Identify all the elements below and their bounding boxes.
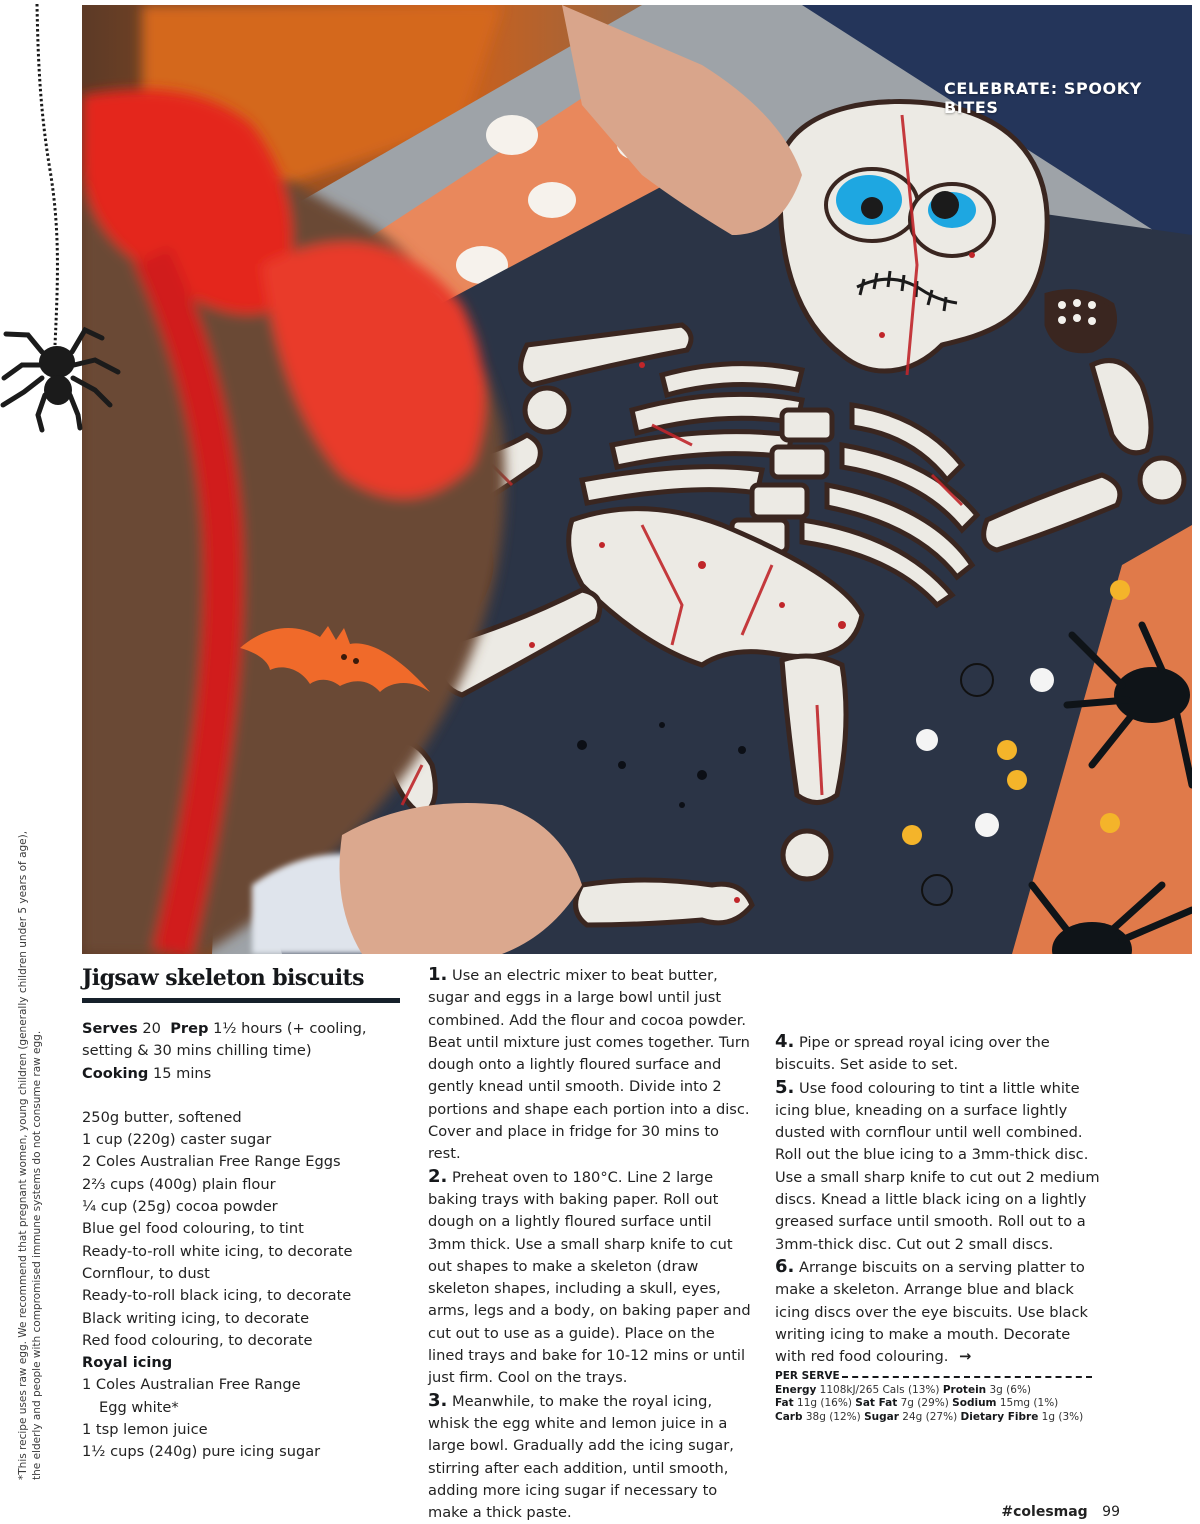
ingredient-item: Egg white* — [99, 1398, 179, 1416]
nutrient-value: 1g (3%) — [1041, 1410, 1084, 1423]
method-column-1 — [428, 964, 753, 1524]
ingredient-item: 2 Coles Australian Free Range Eggs — [82, 1153, 341, 1171]
step-number: 4. — [775, 1031, 795, 1052]
raw-egg-warning-line1: *This recipe uses raw egg. We recommend that pregnant women, young children (generally children under 5 years of age), — [17, 830, 29, 1480]
serves-label: Serves — [82, 1020, 138, 1037]
step-3-continuation-space — [775, 964, 1100, 1031]
ingredient-item: 250g butter, softened — [82, 1108, 242, 1126]
nutrient-value: 7g (29%) — [900, 1397, 949, 1410]
nutrition-divider — [842, 1376, 1092, 1378]
cooking-label: Cooking — [82, 1064, 149, 1082]
step-text: Use food colouring to tint a little white icing blue, kneading on a surface lightly dusted with cornflour until well combined. Roll out the blue icing to a 3mm-thick disc. Use a small sharp knife to cut out 2 medium discs. Knead a little black icing on a lightly greased surface until smooth. Roll out to a 3mm-thick disc. Cut out 2 small discs. — [775, 1079, 1100, 1253]
royal-icing-heading: Royal icing — [82, 1354, 173, 1372]
ingredients-column — [82, 964, 402, 1464]
recipe-title: Jigsaw skeleton biscuits — [82, 965, 364, 991]
nutrient-label: Sodium — [952, 1397, 997, 1410]
magazine-hashtag: #colesmag — [1001, 1504, 1088, 1520]
nutrient-label: Energy — [775, 1383, 817, 1396]
nutrition-row — [775, 1411, 1100, 1425]
ingredient-item: Ready-to-roll black icing, to decorate — [82, 1287, 352, 1305]
nutrition-heading: PER SERVE — [775, 1370, 840, 1383]
ingredient-list — [82, 1107, 402, 1464]
nutrition-panel — [775, 1370, 1100, 1424]
cooking-value: 15 mins — [152, 1064, 212, 1082]
section-kicker: CELEBRATE: SPOOKY BITES — [944, 79, 1142, 117]
nutrient-value: 1108kJ/265 Cals (13%) — [819, 1383, 940, 1396]
ingredient-item: 1 cup (220g) caster sugar — [82, 1131, 272, 1149]
nutrient-label: Dietary Fibre — [960, 1410, 1039, 1423]
step-number: 6. — [775, 1255, 795, 1277]
ingredient-item: Ready-to-roll white icing, to decorate — [82, 1242, 353, 1260]
step-number: 5. — [775, 1076, 795, 1098]
nutrient-value: 15mg (1%) — [999, 1397, 1059, 1410]
ingredient-item: 1½ cups (240g) pure icing sugar — [82, 1443, 321, 1461]
title-underline — [82, 998, 400, 1003]
method-step-6 — [775, 1256, 1100, 1368]
ingredient-item: Cornflour, to dust — [82, 1264, 210, 1282]
bat-icon — [240, 612, 430, 697]
raw-egg-warning — [16, 700, 44, 1480]
step-number: 1. — [428, 964, 448, 985]
prep-label: Prep — [170, 1020, 209, 1037]
step-number: 2. — [428, 1165, 448, 1187]
raw-egg-warning-line2: the elderly and people with compromised immune systems do not consume raw egg. — [31, 1030, 43, 1480]
nutrient-label: Sugar — [864, 1410, 899, 1423]
ingredient-item: Black writing icing, to decorate — [82, 1309, 310, 1327]
step-number: 3. — [428, 1389, 448, 1411]
nutrient-label: Sat Fat — [855, 1397, 898, 1410]
nutrient-label: Fat — [775, 1397, 794, 1410]
page-footer — [1001, 1504, 1120, 1520]
step-text: Preheat oven to 180°C. Line 2 large baking trays with baking paper. Roll out dough on a lightly floured surface until 3mm thick. Use a small sharp knife to cut out shapes to make a skeleton (draw skeleton shapes, including a skull, eyes, arms, legs and a body, on baking paper and cut out to use as a guide). Place on the lined trays and bake for 10-12 mins or until just firm. Cool on the trays. — [428, 1168, 751, 1387]
ingredient-item: 1 tsp lemon juice — [82, 1421, 208, 1439]
method-step-3 — [428, 1390, 753, 1524]
ingredient-item: Red food colouring, to decorate — [82, 1331, 313, 1349]
method-step-4 — [775, 1031, 1100, 1077]
method-step-2 — [428, 1166, 753, 1390]
recipe-meta — [82, 1018, 402, 1085]
serves-value: 20 — [142, 1020, 161, 1037]
hero-photo — [82, 5, 1192, 954]
step-text: Use an electric mixer to beat butter, sugar and eggs in a large bowl until just combined. Add the flour and cocoa powder. Beat until mixture just comes together. Turn dough onto a lightly floured surface and gently knead until smooth. Divide into 2 portions and shape each portion into a disc. Cover and place in fridge for 30 mins to rest. — [428, 967, 750, 1163]
nutrient-label: Carb — [775, 1410, 803, 1423]
ingredient-item: 2⅔ cups (400g) plain flour — [82, 1175, 276, 1193]
ingredient-item: 1 Coles Australian Free Range — [82, 1376, 301, 1394]
nutrient-value: 24g (27%) — [902, 1410, 958, 1423]
step-text: Arrange biscuits on a serving platter to make a skeleton. Arrange blue and black icing discs over the eye biscuits. Use black writing icing to make a mouth. Decorate with red food colouring. — [775, 1258, 1088, 1366]
nutrient-value: 38g (12%) — [805, 1410, 861, 1423]
method-column-2 — [775, 964, 1100, 1424]
step-text: Pipe or spread royal icing over the biscuits. Set aside to set. — [775, 1034, 1050, 1074]
ingredient-item: Blue gel food colouring, to tint — [82, 1220, 304, 1238]
prep-value: 1½ hours (+ cooling, setting & 30 mins chilling time) — [82, 1020, 367, 1060]
nutrient-value: 3g (6%) — [989, 1383, 1032, 1396]
continue-arrow-icon: → — [959, 1348, 972, 1366]
method-step-5 — [775, 1077, 1100, 1256]
nutrient-label: Protein — [942, 1383, 987, 1396]
nutrient-value: 11g (16%) — [797, 1397, 852, 1410]
step-text: Meanwhile, to make the royal icing, whisk the egg white and lemon juice in a large bowl. Gradually add the icing sugar, stirring after each addition, until smooth, adding more icing sugar if necessary to make a thick paste. — [428, 1392, 734, 1522]
page-number: 99 — [1102, 1504, 1120, 1520]
nutrition-row — [775, 1397, 1100, 1411]
method-step-1 — [428, 964, 753, 1166]
nutrition-row — [775, 1384, 1100, 1398]
ingredient-item: ¼ cup (25g) cocoa powder — [82, 1198, 278, 1216]
skeleton-biscuits-photo — [82, 5, 1192, 954]
